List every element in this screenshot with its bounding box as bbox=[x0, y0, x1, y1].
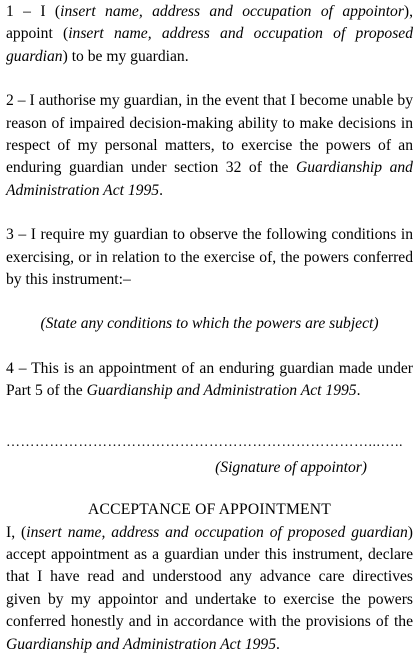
acceptance-paragraph bbox=[6, 522, 413, 656]
clause-3-text: 3 – I require my guardian to observe the following conditions in exercising, or in relation to the exercise of, the powers conferred by this instrument:– bbox=[6, 226, 413, 289]
signature-caption: (Signature of appointor) bbox=[215, 458, 367, 476]
acceptance-prefix: I, ( bbox=[6, 523, 27, 541]
clause-4-suffix: . bbox=[356, 382, 361, 400]
signature-line: …………………………………………………………………...….. bbox=[6, 434, 403, 450]
clause-4 bbox=[6, 358, 413, 403]
acceptance-text: ) accept appointment as a guardian under this instrument, declare that I have read and understood any advance care directives given by my appointor and undertake to exercise the powers conferred honestly and in accordance with the provisions of the bbox=[6, 523, 413, 631]
conditions-instruction bbox=[6, 313, 413, 335]
acceptance-suffix: . bbox=[276, 635, 280, 653]
clause-2-suffix: . bbox=[159, 181, 163, 199]
clause-1 bbox=[6, 0, 413, 68]
clause-1-suffix: ) to be my guardian. bbox=[62, 47, 189, 65]
clause-1-mid: ), appoint ( bbox=[6, 3, 413, 43]
acceptance-heading: ACCEPTANCE OF APPOINTMENT bbox=[88, 501, 331, 519]
clause-3 bbox=[6, 224, 413, 291]
clause-2-text: 2 – I authorise my guardian, in the event that I become unable by reason of impaired decision-making ability to make decisions in respect of my personal matters, to exercise the powers of an enduring guardian under section 32 of the bbox=[6, 92, 413, 177]
clause-2-act-title: Guardianship and Administration Act 1995 bbox=[6, 159, 413, 199]
clause-4-act-title: Guardianship and Administration Act 1995 bbox=[86, 382, 357, 400]
acceptance-act-title: Guardianship and Administration Act 1995 bbox=[6, 635, 277, 653]
clause-1-insert-guardian: insert name, address and occupation of proposed guardian bbox=[6, 25, 413, 65]
clause-2 bbox=[6, 90, 413, 202]
clause-1-prefix: 1 – I ( bbox=[6, 3, 61, 20]
acceptance-insert-guardian: insert name, address and occupation of proposed guardian bbox=[26, 523, 408, 541]
conditions-instruction-text: (State any conditions to which the powers are subject) bbox=[40, 315, 379, 333]
clause-1-insert-appointor: insert name, address and occupation of appointor bbox=[60, 3, 404, 20]
clause-4-text: 4 – This is an appointment of an enduring guardian made under Part 5 of the bbox=[6, 359, 413, 400]
